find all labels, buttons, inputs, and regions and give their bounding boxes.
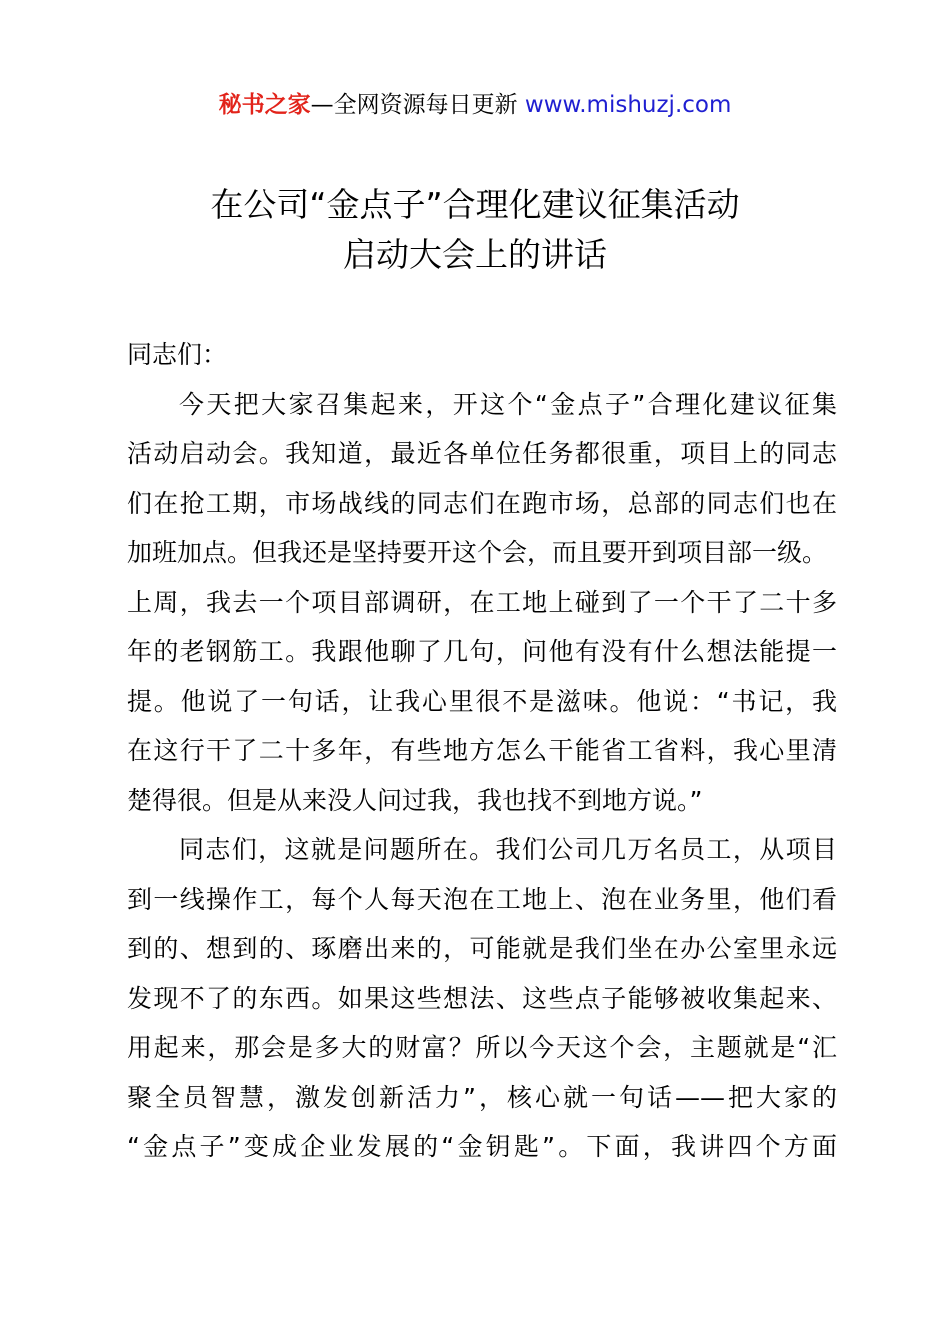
- paragraph-line: 在这行干了二十多年，有些地方怎么干能省工省料，我心里清: [127, 736, 837, 765]
- paragraph-line: 发现不了的东西。如果这些想法、这些点子能够被收集起来、: [127, 983, 837, 1013]
- paragraph-line: 上周，我去一个项目部调研，在工地上碰到了一个干了二十多: [127, 587, 837, 617]
- title-line-2: 启动大会上的讲话: [343, 235, 607, 274]
- salutation: 同志们：: [127, 340, 228, 369]
- header-tagline: —全网资源每日更新: [310, 92, 525, 118]
- paragraph-line: 到的、想到的、琢磨出来的，可能就是我们坐在办公室里永远: [127, 934, 837, 963]
- site-url-link[interactable]: www.mishuzj.com: [524, 92, 732, 118]
- paragraph-line: 提。他说了一句话，让我心里很不是滋味。他说：“书记，我: [127, 686, 837, 716]
- site-header: [0, 88, 950, 122]
- title-line-1: 在公司“金点子”合理化建议征集活动: [210, 185, 740, 224]
- paragraph-line: 聚全员智慧，激发创新活力”，核心就一句话——把大家的: [127, 1082, 837, 1112]
- paragraph-line: 到一线操作工，每个人每天泡在工地上、泡在业务里，他们看: [127, 884, 837, 914]
- paragraph-line: 活动启动会。我知道，最近各单位任务都很重，项目上的同志: [127, 439, 837, 468]
- paragraph-line: 用起来，那会是多大的财富？所以今天这个会，主题就是“汇: [127, 1033, 837, 1062]
- paragraph-line: 楚得很。但是从来没人问过我，我也找不到地方说。”: [127, 785, 703, 815]
- paragraph-2: [127, 825, 837, 1172]
- paragraph-line: 们在抢工期，市场战线的同志们在跑市场，总部的同志们也在: [127, 488, 837, 518]
- paragraph-line: “金点子”变成企业发展的“金钥匙”。下面，我讲四个方面: [127, 1132, 837, 1161]
- paragraph-line: 今天把大家召集起来，开这个“金点子”合理化建议征集: [179, 389, 837, 419]
- paragraph-line: 年的老钢筋工。我跟他聊了几句，问他有没有什么想法能提一: [127, 637, 837, 666]
- paragraph-line: 加班加点。但我还是坚持要开这个会，而且要开到项目部一级。: [127, 538, 828, 567]
- paragraph-line: 同志们，这就是问题所在。我们公司几万名员工，从项目: [179, 835, 837, 864]
- document-body: [127, 330, 837, 1172]
- document-title: [0, 180, 950, 280]
- brand-name: 秘书之家: [218, 92, 311, 118]
- paragraph-1: [127, 380, 837, 826]
